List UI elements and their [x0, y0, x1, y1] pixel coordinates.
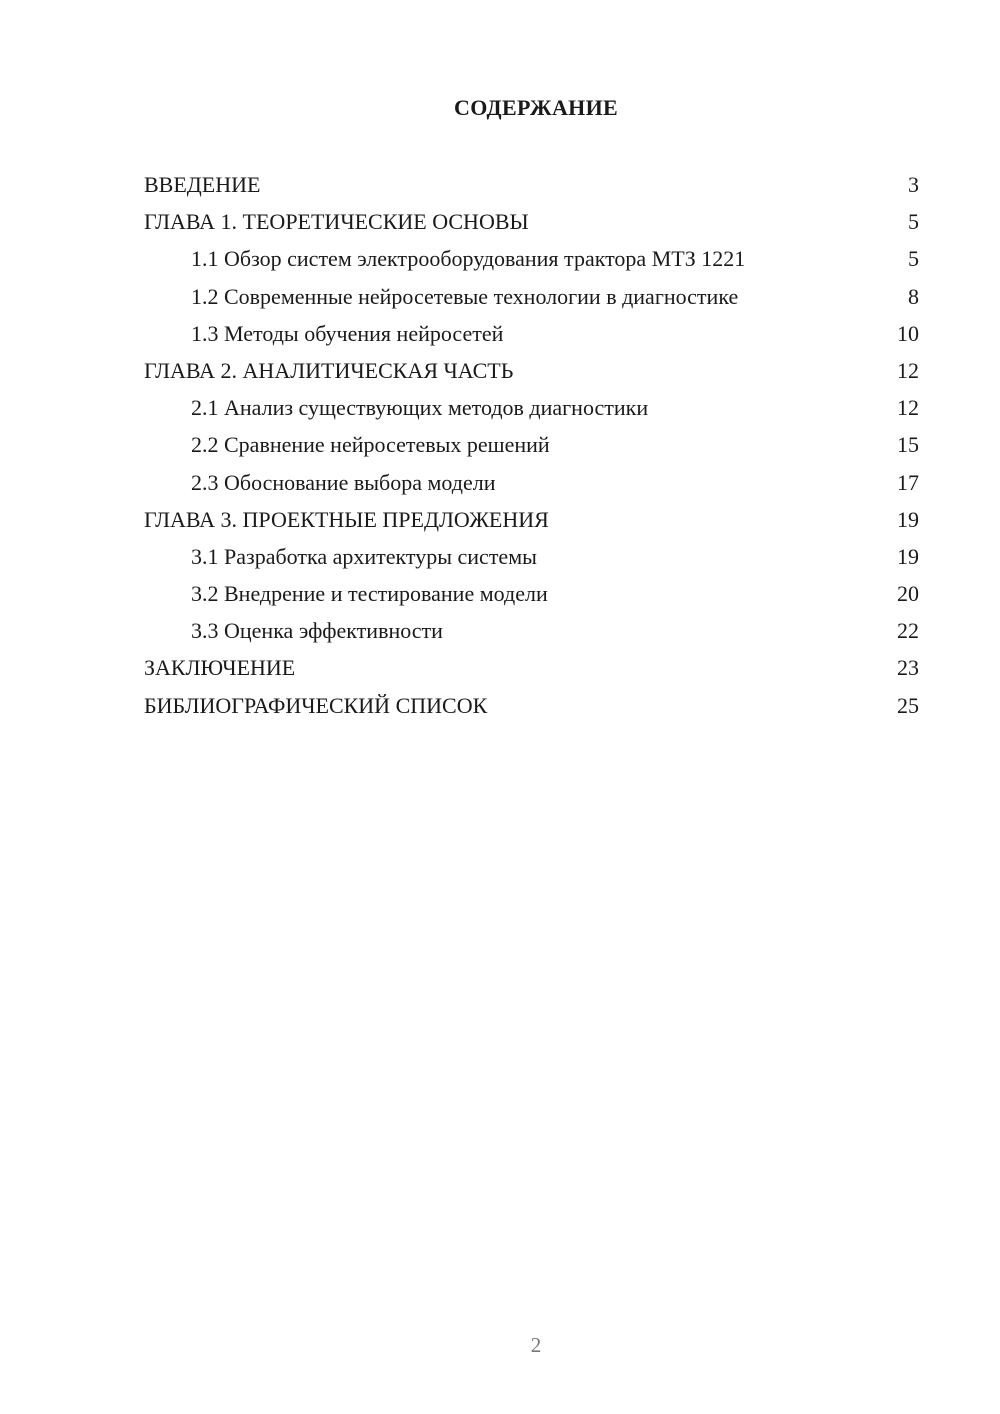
toc-entry-page: 20	[897, 581, 919, 607]
toc-entry-page: 10	[897, 320, 919, 346]
toc-entry-section-2-2	[144, 426, 919, 463]
toc-entry-section-1-3	[144, 315, 919, 352]
toc-entry-page: 12	[897, 357, 919, 383]
toc-entry-label: 1.1 Обзор систем электрооборудования трактора МТЗ 1221	[191, 246, 746, 272]
toc-entry-label: 3.1 Разработка архитектуры системы	[191, 543, 537, 569]
toc-entry-chapter-1	[144, 203, 919, 240]
toc-entry-chapter-3	[144, 501, 919, 538]
toc-entry-bibliography	[144, 687, 919, 724]
toc-entry-introduction	[144, 166, 919, 203]
toc-entry-page: 3	[908, 172, 919, 197]
toc-entry-page: 8	[908, 283, 919, 309]
toc-entry-page: 5	[908, 209, 919, 235]
toc-entry-label: 1.3 Методы обучения нейросетей	[191, 320, 504, 346]
toc-entry-page: 17	[897, 469, 919, 495]
toc-entry-page: 19	[897, 506, 919, 532]
toc-entry-label: ГЛАВА 2. АНАЛИТИЧЕСКАЯ ЧАСТЬ	[144, 357, 514, 383]
toc-entry-label: БИБЛИОГРАФИЧЕСКИЙ СПИСОК	[144, 692, 488, 718]
toc-entry-page: 15	[897, 432, 919, 458]
toc-entry-section-1-1	[144, 240, 919, 277]
toc-entry-label: 2.2 Сравнение нейросетевых решений	[191, 432, 550, 458]
toc-entry-label: ГЛАВА 3. ПРОЕКТНЫЕ ПРЕДЛОЖЕНИЯ	[144, 506, 549, 532]
toc-entry-label: ГЛАВА 1. ТЕОРЕТИЧЕСКИЕ ОСНОВЫ	[144, 209, 529, 235]
toc-entry-page: 12	[897, 395, 919, 421]
toc-entry-section-3-1	[144, 538, 919, 575]
toc-entry-page: 19	[897, 543, 919, 569]
toc-entry-label: ЗАКЛЮЧЕНИЕ	[144, 655, 296, 681]
page-number: 2	[530, 1333, 542, 1357]
toc-entry-label: 2.1 Анализ существующих методов диагностики	[191, 395, 649, 421]
toc-entry-section-2-3	[144, 464, 919, 501]
toc-entry-label: 2.3 Обоснование выбора модели	[191, 469, 496, 495]
toc-entry-label: 3.3 Оценка эффективности	[191, 618, 443, 644]
toc-entry-section-3-3	[144, 612, 919, 649]
toc-entry-chapter-2	[144, 352, 919, 389]
toc-entry-section-1-2	[144, 278, 919, 315]
table-of-contents	[144, 166, 919, 724]
page-title: СОДЕРЖАНИЕ	[454, 95, 618, 120]
toc-entry-page: 25	[897, 692, 919, 718]
toc-entry-page: 5	[908, 246, 919, 272]
toc-entry-page: 23	[897, 655, 919, 681]
toc-entry-label: 3.2 Внедрение и тестирование модели	[191, 581, 548, 607]
toc-entry-label: ВВЕДЕНИЕ	[144, 172, 261, 197]
toc-entry-page: 22	[897, 618, 919, 644]
toc-entry-conclusion	[144, 649, 919, 686]
toc-entry-section-3-2	[144, 575, 919, 612]
toc-entry-label: 1.2 Современные нейросетевые технологии в диагностике	[191, 283, 739, 309]
toc-entry-section-2-1	[144, 389, 919, 426]
